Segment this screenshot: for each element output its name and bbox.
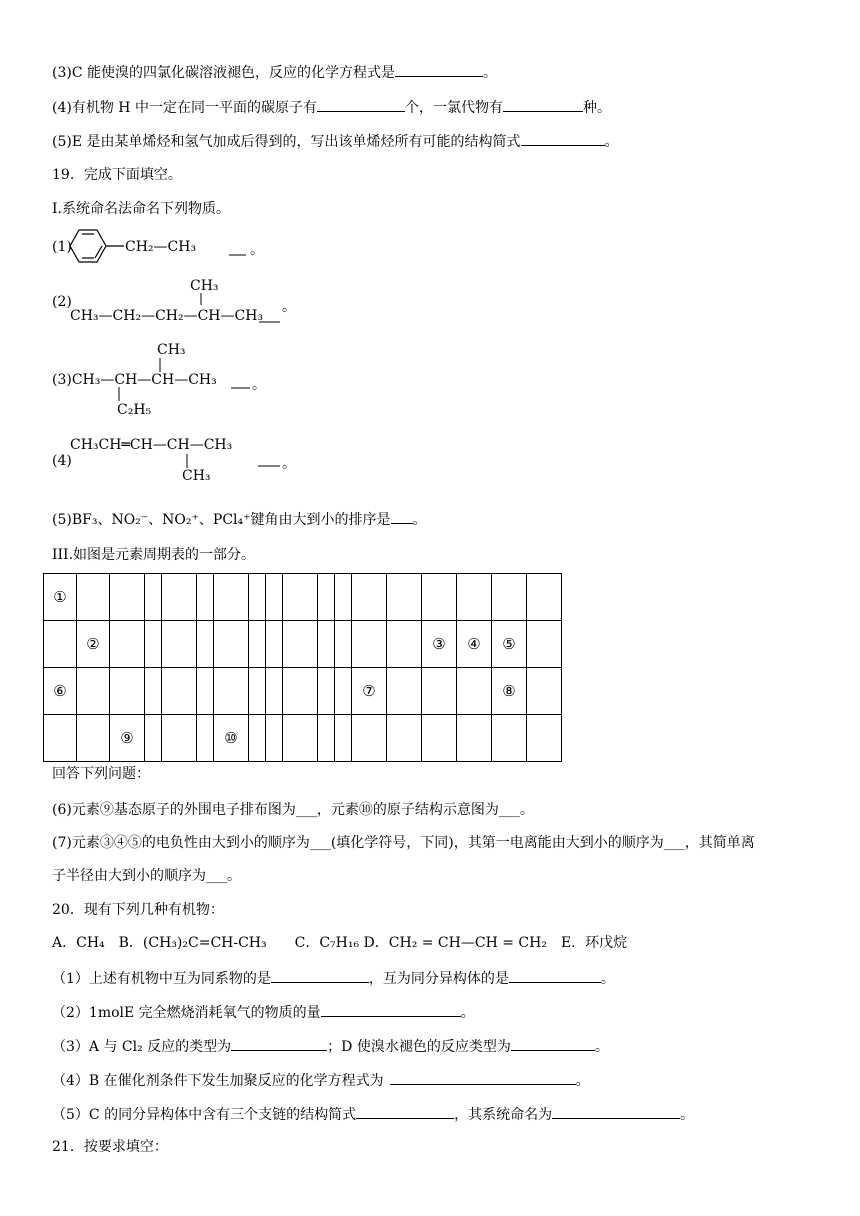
q18-part4: (4)有机物 H 中一定在同一平面的碳原子有 个，一氯代物有 种。 — [52, 97, 611, 117]
q19-part7-line1: (7)元素③④⑤的电负性由大到小的顺序为___(填化学符号，下同)，其第一电离能由大到小的顺序为___，其简单离 — [52, 835, 755, 851]
periodic-table-cell — [266, 574, 283, 621]
periodic-table-cell — [318, 621, 335, 668]
periodic-table-cell — [492, 715, 527, 762]
periodic-table-cell — [387, 574, 422, 621]
q21-title: 21．按要求填空： — [52, 1139, 168, 1155]
answer-blank[interactable] — [356, 1104, 454, 1119]
periodic-table-cell — [283, 621, 318, 668]
periodic-table-cell — [335, 715, 352, 762]
periodic-table-cell — [145, 574, 162, 621]
answer-blank[interactable] — [271, 968, 369, 983]
periodic-table-cell — [249, 715, 266, 762]
periodic-table-cell: ⑦ — [352, 668, 387, 715]
periodic-table-cell — [44, 621, 77, 668]
periodic-table-cell — [249, 621, 266, 668]
q20-title: 20．现有下列几种有机物： — [52, 902, 224, 918]
periodic-table-cell: ④ — [457, 621, 492, 668]
periodic-table-row — [44, 668, 562, 715]
q19-part1-heading: I.系统命名法命名下列物质。 — [52, 201, 230, 217]
periodic-table-row — [44, 574, 562, 621]
periodic-table-cell — [283, 668, 318, 715]
periodic-table-cell — [266, 621, 283, 668]
periodic-table-cell — [527, 715, 562, 762]
periodic-table-cell — [266, 668, 283, 715]
periodic-table-cell — [492, 574, 527, 621]
periodic-table-cell — [110, 621, 145, 668]
structure-4-main: CH₃CH═CH—CH—CH₃ — [70, 437, 233, 453]
periodic-table-cell — [387, 621, 422, 668]
periodic-table-cell — [422, 574, 457, 621]
periodic-table-cell — [422, 715, 457, 762]
q19-title: 19．完成下面填空。 — [52, 167, 182, 183]
periodic-table-cell — [77, 715, 110, 762]
periodic-table-row — [44, 715, 562, 762]
q20-part2: （2）1molE 完全燃烧消耗氧气的物质的量 。 — [52, 1002, 475, 1022]
periodic-table-cell — [214, 621, 249, 668]
periodic-table-cell: ① — [44, 574, 77, 621]
periodic-table-cell — [214, 574, 249, 621]
periodic-table-cell — [318, 574, 335, 621]
periodic-table-cell — [283, 715, 318, 762]
periodic-table-cell — [145, 668, 162, 715]
periodic-table-cell — [77, 574, 110, 621]
periodic-table-cell: ⑨ — [110, 715, 145, 762]
q19-part5: (5)BF₃、NO₂⁻、NO₂⁺、PCl₄⁺键角由大到小的排序是 。 — [52, 509, 427, 529]
structure-1-period: 。 — [250, 242, 264, 258]
periodic-table-cell: ⑩ — [214, 715, 249, 762]
periodic-table-cell — [162, 621, 197, 668]
q18-part5: (5)E 是由某单烯烃和氢气加成后得到的，写出该单烯烃所有可能的结构简式 。 — [52, 131, 619, 151]
answer-blank[interactable] — [231, 1036, 327, 1051]
structure-2-period: 。 — [282, 299, 296, 315]
periodic-table-cell — [44, 715, 77, 762]
q19-part7-line2: 子半径由大到小的顺序为___。 — [52, 868, 241, 884]
periodic-table-cell — [197, 668, 214, 715]
q20-part3: （3）A 与 Cl₂ 反应的类型为 ；D 使溴水褪色的反应类型为 。 — [52, 1036, 609, 1056]
periodic-table-cell — [249, 574, 266, 621]
periodic-table-cell: ⑧ — [492, 668, 527, 715]
q20-part4: （4）B 在催化剂条件下发生加聚反应的化学方程式为 。 — [52, 1070, 590, 1090]
answer-blank[interactable] — [321, 1002, 461, 1017]
structure-1-chain: CH₂—CH₃ — [125, 239, 197, 255]
periodic-table-cell — [162, 574, 197, 621]
structure-4-number: (4) — [52, 453, 72, 469]
answer-blank[interactable] — [317, 97, 405, 112]
answer-blank[interactable] — [552, 1104, 680, 1119]
answer-prompt: 回答下列问题： — [52, 766, 150, 782]
structure-4-branch: CH₃ — [182, 468, 211, 484]
answer-blank[interactable] — [391, 509, 413, 524]
periodic-table-cell — [162, 668, 197, 715]
periodic-table-cell — [527, 668, 562, 715]
periodic-table-row — [44, 621, 562, 668]
periodic-table-cell — [352, 715, 387, 762]
periodic-table-cell — [197, 621, 214, 668]
periodic-table-cell — [318, 715, 335, 762]
periodic-table-cell: ③ — [422, 621, 457, 668]
periodic-table-cell — [162, 715, 197, 762]
q20-part1: （1）上述有机物中互为同系物的是 ，互为同分异构体的是 。 — [52, 968, 615, 988]
periodic-table-cell — [457, 574, 492, 621]
periodic-table-cell: ⑤ — [492, 621, 527, 668]
periodic-table-cell: ② — [77, 621, 110, 668]
periodic-table-cell — [214, 668, 249, 715]
periodic-table-cell — [335, 574, 352, 621]
periodic-table-cell — [527, 621, 562, 668]
periodic-table-cell — [145, 621, 162, 668]
q20-options: A．CH₄ B．(CH₃)₂C=CH-CH₃ C．C₇H₁₆ D．CH₂ = CH—CH = CH₂ E．环戊烷 — [52, 935, 628, 951]
q19-part6: (6)元素⑨基态原子的外围电子排布图为___，元素⑩的原子结构示意图为___。 — [52, 802, 534, 818]
answer-blank[interactable] — [521, 131, 605, 146]
periodic-table-cell — [387, 715, 422, 762]
periodic-table-cell — [335, 621, 352, 668]
q18-part3: (3)C 能使溴的四氯化碳溶液褪色，反应的化学方程式是 。 — [52, 62, 497, 82]
structure-2-number: (2) — [52, 294, 72, 310]
periodic-table-cell — [457, 668, 492, 715]
structure-1-number: (1) — [52, 239, 72, 255]
periodic-table-cell — [387, 668, 422, 715]
structure-2-main: CH₃—CH₂—CH₂—CH—CH₃ — [70, 308, 264, 324]
periodic-table-cell — [422, 668, 457, 715]
benzene-ring-icon — [70, 230, 124, 262]
periodic-table-cell — [352, 621, 387, 668]
q19-part3-heading: III.如图是元素周期表的一部分。 — [52, 547, 256, 563]
periodic-table-cell — [77, 668, 110, 715]
q20-part5: （5）C 的同分异构体中含有三个支链的结构简式 ，其系统命名为 。 — [52, 1104, 694, 1124]
answer-blank[interactable] — [395, 62, 483, 77]
structure-4-period: 。 — [282, 456, 296, 472]
periodic-table-cell: ⑥ — [44, 668, 77, 715]
periodic-table-cell — [283, 574, 318, 621]
periodic-table — [43, 573, 562, 762]
answer-blank[interactable] — [511, 1036, 595, 1051]
structure-3-top-branch: CH₃ — [157, 342, 186, 358]
structure-3-main: (3)CH₃—CH—CH—CH₃ — [52, 372, 217, 388]
periodic-table-cell — [457, 715, 492, 762]
periodic-table-cell — [110, 668, 145, 715]
structure-3-bottom-branch: C₂H₅ — [117, 402, 152, 418]
periodic-table-cell — [110, 574, 145, 621]
periodic-table-cell — [249, 668, 266, 715]
periodic-table-cell — [197, 715, 214, 762]
periodic-table-cell — [335, 668, 352, 715]
answer-blank[interactable] — [390, 1070, 576, 1085]
answer-blank[interactable] — [503, 97, 583, 112]
structure-3-period: 。 — [252, 377, 266, 393]
periodic-table-cell — [197, 574, 214, 621]
structure-2-branch: CH₃ — [190, 278, 219, 294]
periodic-table-cell — [145, 715, 162, 762]
periodic-table-cell — [352, 574, 387, 621]
periodic-table-cell — [527, 574, 562, 621]
periodic-table-cell — [318, 668, 335, 715]
answer-blank[interactable] — [509, 968, 601, 983]
periodic-table-cell — [266, 715, 283, 762]
